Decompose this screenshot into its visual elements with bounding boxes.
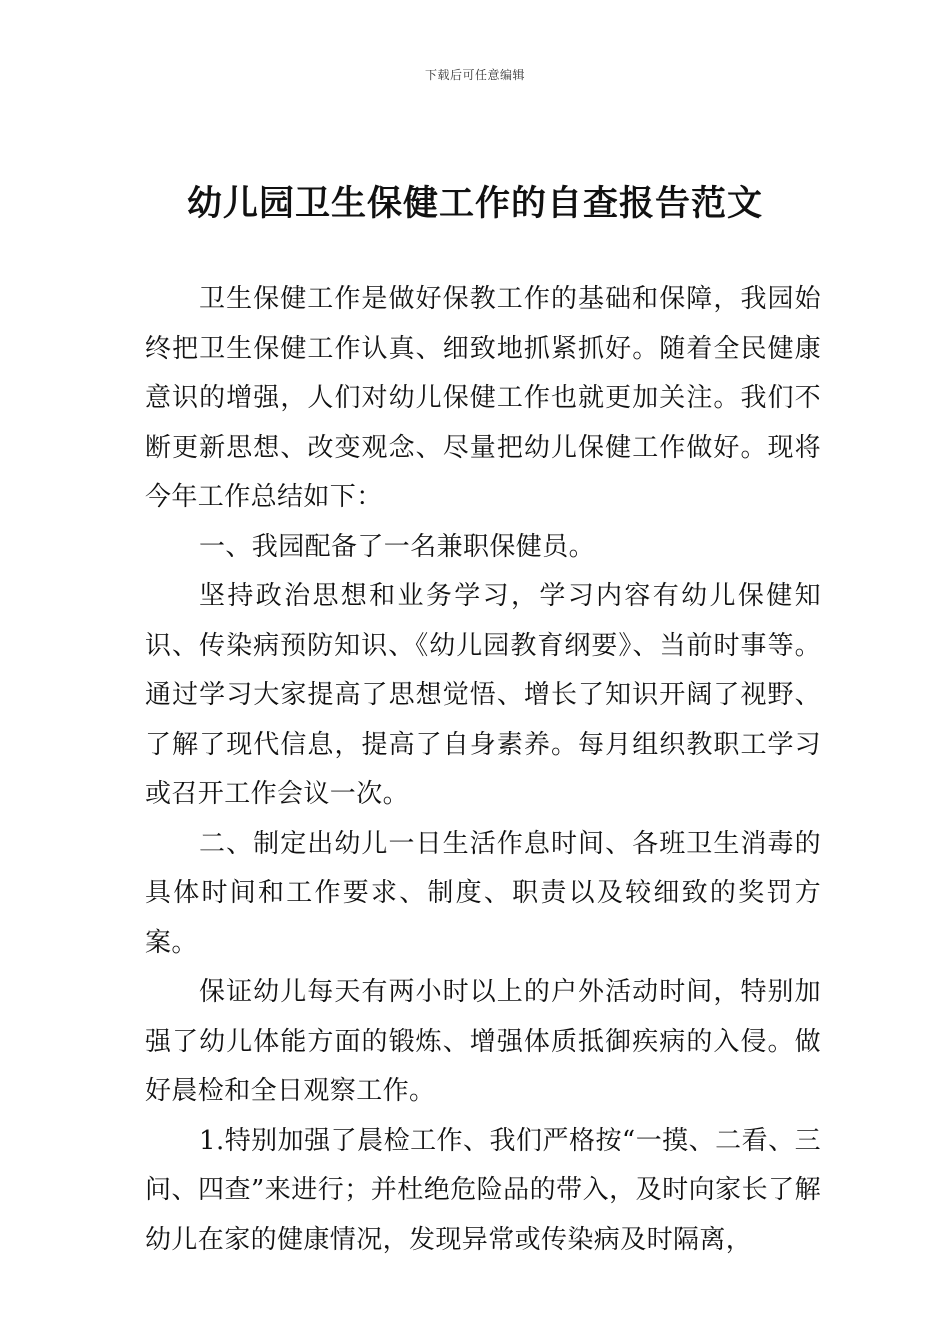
paragraph-study: 坚持政治思想和业务学习，学习内容有幼儿保健知识、传染病预防知识、《幼儿园教育纲要》、当前时事等。通过学习大家提高了思想觉悟、增长了知识开阔了视野、了解了现代信息，提高了自身素养。每月组织教职工学习或召开工作会议一次。 xyxy=(145,581,821,809)
paragraph-outdoor-activity: 保证幼儿每天有两小时以上的户外活动时间，特别加强了幼儿体能方面的锻炼、增强体质抵御疾病的入侵。做好晨检和全日观察工作。 xyxy=(145,977,821,1106)
document-body xyxy=(145,275,821,1265)
paragraph-section-2-heading: 二、制定出幼儿一日生活作息时间、各班卫生消毒的具体时间和工作要求、制度、职责以及较细致的奖罚方案。 xyxy=(145,828,821,958)
document-title: 幼儿园卫生保健工作的自查报告范文 xyxy=(186,184,763,224)
paragraph-intro: 卫生保健工作是做好保教工作的基础和保障，我园始终把卫生保健工作认真、细致地抓紧抓好。随着全民健康意识的增强，人们对幼儿保健工作也就更加关注。我们不断更新思想、改变观念、尽量把幼儿保健工作做好。现将今年工作总结如下： xyxy=(145,284,821,512)
header-note: 下载后可任意编辑 xyxy=(424,68,525,82)
paragraph-section-1-heading: 一、我园配备了一名兼职保健员。 xyxy=(199,531,596,562)
paragraph-morning-check: 1.特别加强了晨检工作、我们严格按“一摸、二看、三问、四查”来进行；并杜绝危险品的带入，及时向家长了解幼儿在家的健康情况，发现异常或传染病及时隔离， xyxy=(145,1125,821,1255)
